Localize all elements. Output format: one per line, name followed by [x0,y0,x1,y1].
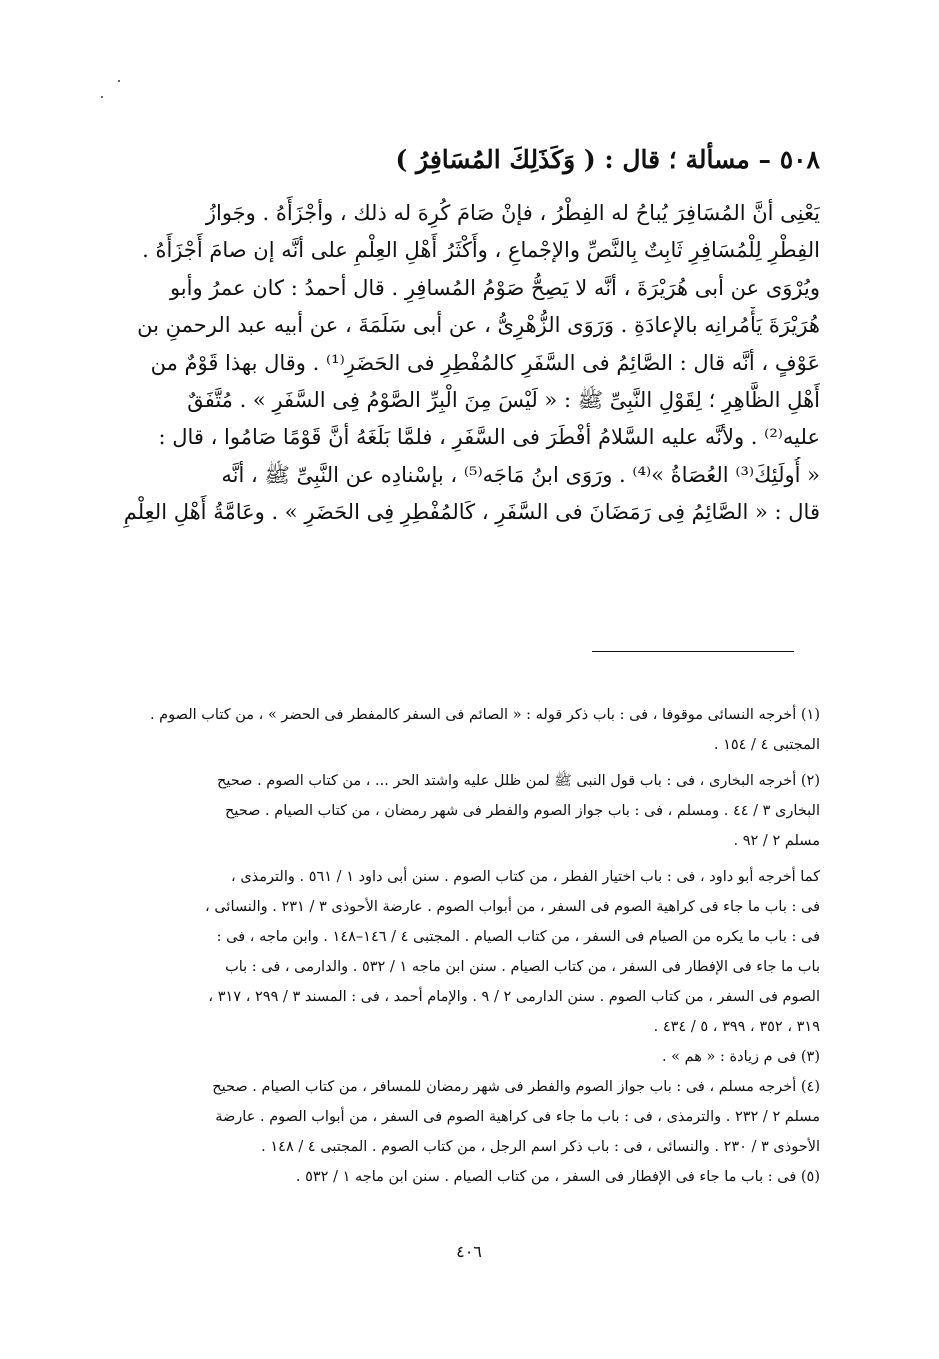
text-line: ويُرْوَى عن أبى هُرَيْرَةَ ، أنَّه لا يَصِحُّ صَوْمُ المُسافِرِ . قال أحمدُ : كان عمرُ وأبو [169,275,820,300]
footnote [118,1042,820,1072]
text-line: الفِطْرِ لِلْمُسَافِرِ ثَابِتٌ بِالنَّصِّ والإجْماعِ ، وأَكْثَرُ أَهْلِ العِلْمِ على أنَّه إن صامَ أَجْزَأَهُ . [142,238,820,263]
footnote-line: الأحوذى ٣ / ٢٣٠ . والنسائى ، فى : باب ذكر اسم الرجل ، من كتاب الصوم . المجتبى ٤ / ١٤٨ . [261,1139,820,1155]
footnote-line: (٢) أخرجه البخارى ، فى : باب قول النبى ﷺ لمن ظلل عليه واشتد الحر ... ، من كتاب الصوم . صحيح [217,773,820,789]
footnote [118,862,820,1042]
footnote [118,1162,820,1192]
text-line: قال : « الصَّائِمُ فِى رَمَضَانَ فى السَّفَرِ ، كَالمُفْطِرِ فِى الحَضَرِ » . وعَامَّةُ أَهْلِ العِلْمِ [123,500,820,525]
footnote-line: فى : باب ما يكره من الصيام فى السفر ، من كتاب الصيام . المجتبى ٤ / ١٤٦–١٤٨ . وابن ماجه ، فى : [216,929,820,945]
footnote-line: فى : باب ما جاء فى كراهية الصوم فى السفر ، من أبواب الصوم . عارضة الأحوذى ٣ / ٢٣١ . والنسائى ، [205,899,820,915]
footnote-line: (٥) فى : باب ما جاء فى الإفطار فى السفر ، من كتاب الصيام . سنن ابن ماجه ١ / ٥٣٢ . [295,1169,820,1185]
section-heading: ٥٠٨ – مسألة ؛ قال : ( وَكَذَلِكَ المُسَافِرُ ) [395,145,820,174]
footnote-line: مسلم ٢ / ٢٣٢ . والترمذى ، فى : باب ما جاء فى كراهية الصوم فى السفر ، من أبواب الصوم . عارضة [215,1109,820,1125]
footnote-line: باب ما جاء فى الإفطار فى السفر ، من كتاب الصيام . سنن ابن ماجه ١ / ٥٣٢ . والدارمى ، فى : باب [225,959,820,975]
footnote-line: ٣١٩ ، ٣٥٢ ، ٣٩٩ ، ٥ / ٤٣٤ . [653,1019,820,1035]
footnote-line: الصوم فى السفر ، من كتاب الصوم . سنن الدارمى ٢ / ٩ . والإمام أحمد ، فى : المسند ٣ / ٢٩٩ ، ٣١٧ ، [208,989,820,1005]
footnote-line: المجتبى ٤ / ١٥٤ . [713,737,820,753]
scan-speck [118,80,120,82]
text-line: هُرَيْرَةَ يَأْمُرانِه بالإعادَةِ . وَرَوَى الزُّهْرِىُّ ، عن أبى سَلَمَةَ ، عن أبيه عبد الرحمنِ بن [137,313,820,338]
footnotes [118,700,820,1192]
footnote-line: كما أخرجه أبو داود ، فى : باب اختيار الفطر ، من كتاب الصوم . سنن أبى داود ١ / ٥٦١ . والترمذى ، [231,869,820,885]
scan-speck [101,96,103,98]
text-line: عَوْفٍ ، أنَّه قال : الصَّائِمُ فى السَّفَرِ كالمُفْطِرِ فى الحَضَرِ⁽¹⁾ . وقال بهذا قَوْمٌ من [150,350,820,375]
footnote [118,766,820,856]
footnote [118,1072,820,1162]
footnote-line: (٤) أخرجه مسلم ، فى : باب جواز الصوم والفطر فى شهر رمضان للمسافر ، من كتاب الصيام . صحيح [212,1079,820,1095]
text-line: « أُولَئِكَ⁽³⁾ العُصَاةُ »⁽⁴⁾ . ورَوَى ابنُ مَاجَه⁽⁵⁾ ، بإسْنادِه عن النَّبِىِّ ﷺ ، أنَّه [221,462,820,487]
text-line: يَعْنِى أنَّ المُسَافِرَ يُباحُ له الفِطْرُ ، فإنْ صَامَ كُرِهَ له ذلك ، وأجْزَأَهُ . وجَوازُ [205,201,820,225]
footnote-line: (١) أخرجه النسائى موقوفا ، فى : باب ذكر قوله : « الصائم فى السفر كالمفطر فى الحضر » ، من كتاب الصوم . [149,707,820,723]
text-line: عليه⁽²⁾ . ولأنَّه عليه السَّلامُ أفْطَرَ فى السَّفَرِ ، فلمَّا بَلَغَهُ أنَّ قَوْمًا صَامُوا ، قال : [158,425,820,450]
footnote-line: مسلم ٢ / ٩٢ . [733,833,820,849]
main-text [120,195,820,532]
footnote [118,700,820,760]
text-line: أَهْلِ الظَّاهِرِ ؛ لِقَوْلِ النَّبِىِّ ﷺ : « لَيْسَ مِنَ الْبِرِّ الصَّوْمُ فِى السَّفَرِ » . مُتَّفَقٌ [187,387,820,412]
page-number: ٤٠٦ [456,1242,482,1261]
footnote-line: البخارى ٣ / ٤٤ . ومسلم ، فى : باب جواز الصوم والفطر فى شهر رمضان ، من كتاب الصيام . صحيح [224,803,820,819]
footnote-line: (٣) فى م زيادة : « هم » . [661,1049,820,1065]
footnote-separator [592,651,794,652]
